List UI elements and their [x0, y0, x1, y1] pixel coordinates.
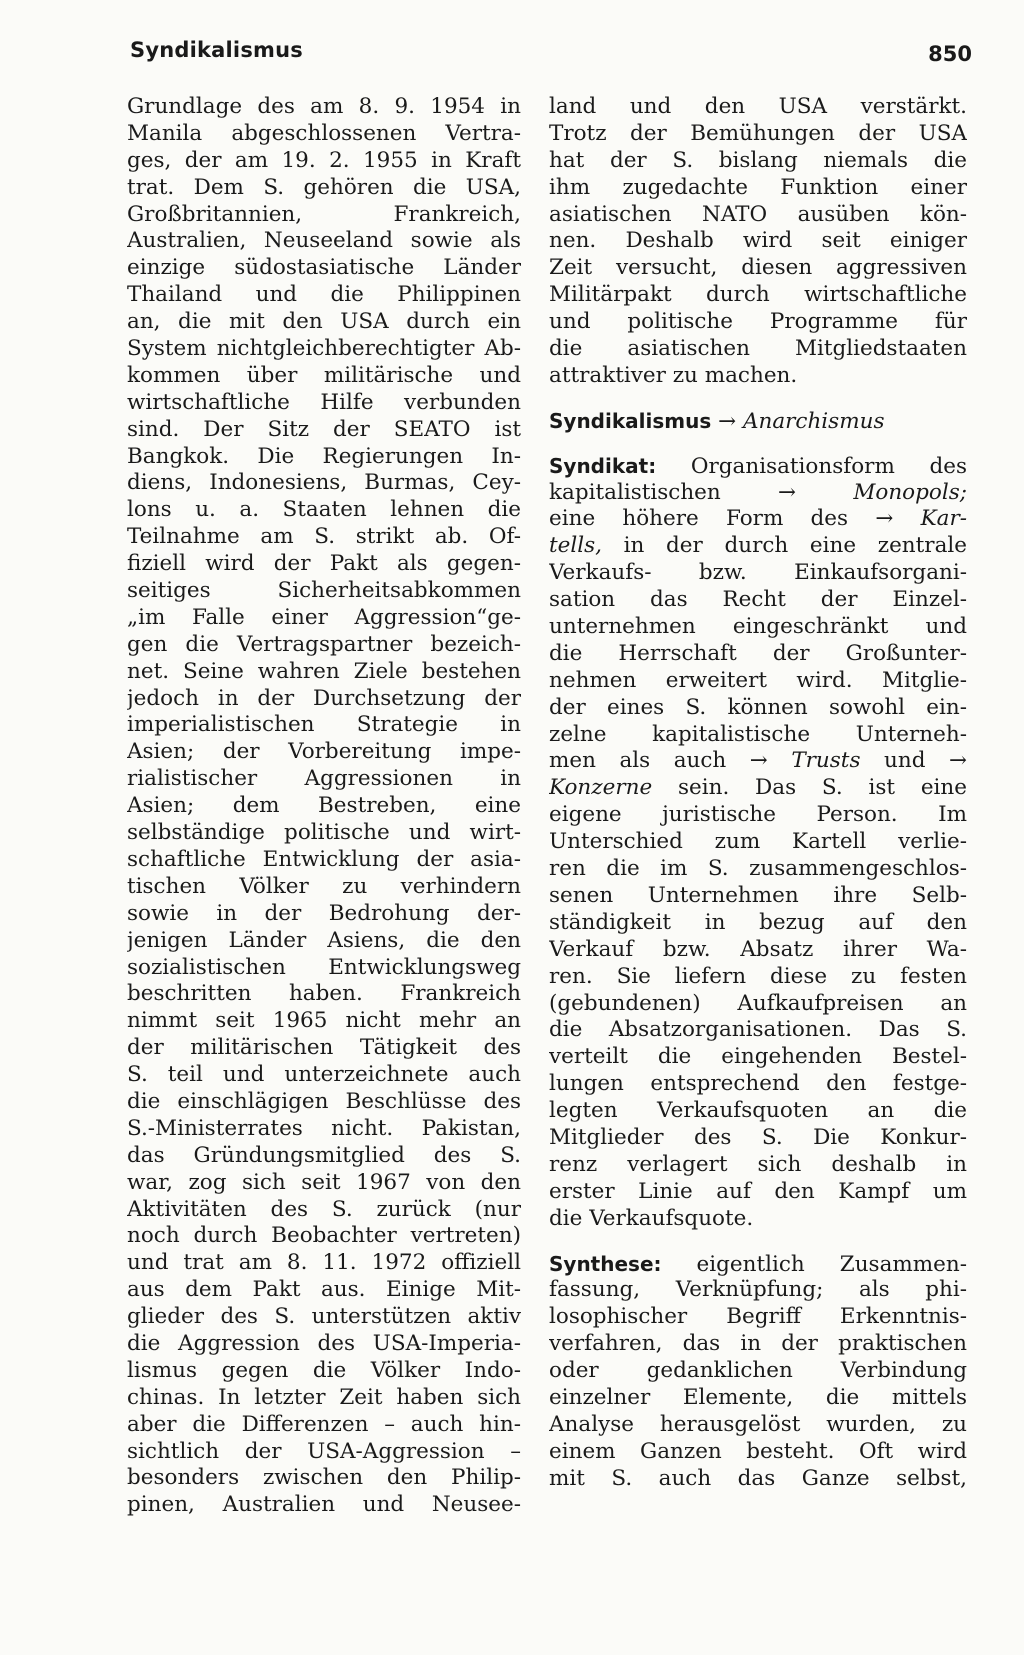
cross-reference-arrow: → — [875, 506, 894, 532]
cross-reference-link[interactable]: Monopols; — [853, 479, 967, 505]
text-line: noch durch Beobachter vertreten) — [127, 1223, 521, 1249]
text-line: der eines S. können sowohl ein- — [549, 694, 967, 720]
text-line: oder gedanklichen Verbindung — [549, 1358, 967, 1384]
text-line: Militärpakt durch wirtschaftliche — [549, 282, 967, 308]
text-line: Trotz der Bemühungen der USA — [549, 120, 967, 146]
text-line: verteilt die eingehenden Bestel- — [549, 1044, 967, 1070]
text-line: Thailand und die Philippinen — [127, 282, 521, 308]
text-line: gen die Vertragspartner bezeich- — [127, 631, 521, 657]
text-line: jedoch in der Durchsetzung der — [127, 685, 521, 711]
text-line: Mitglieder des S. Die Konkur- — [549, 1124, 967, 1150]
seato-entry-continuation — [549, 94, 967, 390]
text-line: legten Verkaufsquoten an die — [549, 1098, 967, 1124]
text-line: beschritten haben. Frankreich — [127, 981, 521, 1007]
text-line: asiatischen NATO ausüben kön- — [549, 201, 967, 227]
text-line: selbständige politische und wirt- — [127, 820, 521, 846]
text-line: ren die im S. zusammengeschlos- — [549, 856, 967, 882]
text-line: S.-Ministerrates nicht. Pakistan, — [127, 1115, 521, 1141]
text-line: einem Ganzen besteht. Oft wird — [549, 1438, 967, 1464]
text-line: an, die mit den USA durch ein — [127, 309, 521, 335]
text-line: tischen Völker zu verhindern — [127, 873, 521, 899]
text-line: ständigkeit in bezug auf den — [549, 909, 967, 935]
text-line: einzige südostasiatische Länder — [127, 255, 521, 281]
text-line: die einschlägigen Beschlüsse des — [127, 1088, 521, 1114]
text-line: (gebundenen) Aufkaufpreisen an — [549, 990, 967, 1016]
text-line: und politische Programme für — [549, 309, 967, 335]
text-line: verfahren, das in der praktischen — [549, 1331, 967, 1357]
text-line: zelne kapitalistische Unterneh- — [549, 721, 967, 747]
text-line: diens, Indonesiens, Burmas, Cey- — [127, 470, 521, 496]
text-line: kommen über militärische und — [127, 362, 521, 388]
text-line: land und den USA verstärkt. — [549, 94, 967, 119]
text-line: fassung, Verknüpfung; als phi- — [549, 1277, 967, 1303]
entry-synthese: Synthese: eigentlich Zusammen- fassung, Verknüpfung; als phi- losophischer Begriff Erkenntnis- verfahren, das in der praktischen oder gedanklichen Verbindung einzelner Elemente, die mittels Analyse herausgelöst wurden, zu einem Ganzen besteht. Oft wird mit S. auch das Ganze selbst, — [549, 1251, 967, 1491]
text-line: ihm zugedachte Funktion einer — [549, 174, 967, 200]
text-line: nehmen erweitert wird. Mitglie- — [549, 667, 967, 693]
text-line: Unterschied zum Kartell verlie- — [549, 829, 967, 855]
cross-reference-link[interactable]: Kar- — [920, 506, 967, 532]
text-line: Zeit versucht, diesen aggressiven — [549, 255, 967, 281]
text-line: sozialistischen Entwicklungsweg — [127, 954, 521, 980]
entry-body — [549, 802, 967, 1232]
text-line: das Gründungsmitglied des S. — [127, 1142, 521, 1168]
cross-reference-link[interactable]: tells, — [549, 533, 602, 559]
entry-body — [549, 1277, 967, 1492]
cross-reference-link[interactable]: Konzerne — [549, 775, 653, 801]
text-line: die Verkaufsquote. — [549, 1205, 754, 1231]
text-line: und trat am 8. 11. 1972 offiziell — [127, 1250, 521, 1276]
text-line: lungen entsprechend den festge- — [549, 1071, 967, 1097]
text-line: Großbritannien, Frankreich, — [127, 201, 521, 227]
text-line: glieder des S. unterstützen aktiv — [127, 1304, 521, 1330]
text-line: renz verlagert sich deshalb in — [549, 1151, 967, 1177]
text-line: unternehmen eingeschränkt und — [549, 614, 967, 640]
text-line: mit S. auch das Ganze selbst, — [549, 1465, 967, 1491]
text-line: wirtschaftliche Hilfe verbunden — [127, 389, 521, 415]
text-line: chinas. In letzter Zeit haben sich — [127, 1384, 521, 1410]
text-line: lismus gegen die Völker Indo- — [127, 1357, 521, 1383]
text-line: einzelner Elemente, die mittels — [549, 1384, 967, 1410]
text-line: war, zog sich seit 1967 von den — [127, 1169, 521, 1195]
text-line: Verkaufs- bzw. Einkaufsorgani- — [549, 560, 967, 586]
text-line: fiziell wird der Pakt als gegen- — [127, 551, 521, 577]
text-line: sowie in der Bedrohung der- — [127, 900, 521, 926]
text-line: sation das Recht der Einzel- — [549, 587, 967, 613]
text-line: nimmt seit 1965 nicht mehr an — [127, 1008, 521, 1034]
text-line: Teilnahme am S. strikt ab. Of- — [127, 524, 521, 550]
text-line: die Herrschaft der Großunter- — [549, 640, 967, 666]
text-line: erster Linie auf den Kampf um — [549, 1178, 967, 1204]
text-line: der militärischen Tätigkeit des — [127, 1035, 521, 1061]
text-line: besonders zwischen den Philip- — [127, 1465, 521, 1491]
text-line: eigene juristische Person. Im — [549, 802, 967, 828]
text-line: „im Falle einer Aggression“ge- — [127, 604, 521, 630]
text-line: lons u. a. Staaten lehnen die — [127, 497, 521, 523]
cross-reference-arrow: → — [778, 479, 797, 505]
text-line: net. Seine wahren Ziele bestehen — [127, 658, 521, 684]
text-line: hat der S. bislang niemals die — [549, 147, 967, 173]
text-line: Grundlage des am 8. 9. 1954 in — [127, 94, 521, 119]
cross-reference-arrow: → — [718, 408, 737, 434]
text-line: die Aggression des USA-Imperia- — [127, 1330, 521, 1356]
entry-syndikat: Syndikat: Organisationsform des kapitalistischen → Monopols; eine höhere Form des → Kar- tells, in der durch eine zentrale Verkaufs- bzw. Einkaufsorgani- sation das Recht der Einzel- unternehmen eingeschränkt und die Herrschaft der Großunter- nehmen erweitert wird. Mitglie- der eines S. können sowohl ein- zelne kapitalistische Unterneh- men als auch → Trusts und → Konzerne sein. Das S. ist eine eigene juristische Person. Im Unterschied zum Kartell verlie- ren die im S. zusammengeschlos- senen Unternehmen ihre Selb- ständigkeit in bezug auf den Verkauf bzw. Absatz ihrer Wa- ren. Sie liefern diese zu festen (gebundenen) Aufkaufpreisen an die Absatzorganisationen. Das S. verteilt die eingehenden Bestel- lungen entsprechend den festge- legten Verkaufsquoten an die Mitglieder des S. Die Konkur- renz verlagert sich deshalb in erster Linie auf den Kampf um die Verkaufsquote. — [549, 453, 967, 1231]
text-line: Australien, Neuseeland sowie als — [127, 228, 521, 254]
text-line: losophischer Begriff Erkenntnis- — [549, 1304, 967, 1330]
text-line: aus dem Pakt aus. Einige Mit- — [127, 1277, 521, 1303]
right-column — [549, 94, 967, 1493]
text-line: schaftliche Entwicklung der asia- — [127, 846, 521, 872]
text-line: Aktivitäten des S. zurück (nur — [127, 1196, 521, 1222]
text-line: die asiatischen Mitgliedstaaten — [549, 336, 967, 362]
text-line: nen. Deshalb wird seit einiger — [549, 228, 967, 254]
text-line: die Absatzorganisationen. Das S. — [549, 1017, 967, 1043]
entry-term: Synthese: — [549, 1251, 662, 1276]
text-line: sichtlich der USA-Aggression – — [127, 1438, 521, 1464]
text-line: S. teil und unterzeichnete auch — [127, 1062, 521, 1088]
text-line: Manila abgeschlossenen Vertra- — [127, 120, 521, 146]
text-line: rialistischer Aggressionen in — [127, 766, 521, 792]
text-line: attraktiver zu machen. — [549, 362, 798, 388]
page-number: 850 — [928, 42, 972, 66]
entry-term: Syndikalismus — [549, 408, 712, 433]
text-line: seitiges Sicherheitsabkommen — [127, 578, 521, 604]
text-line: imperialistischen Strategie in — [127, 712, 521, 738]
text-line: Asien; dem Bestreben, eine — [127, 793, 521, 819]
text-line: jenigen Länder Asiens, die den — [127, 927, 521, 953]
text-line: Verkauf bzw. Absatz ihrer Wa- — [549, 936, 967, 962]
entry-body — [549, 560, 967, 748]
text-line: ren. Sie liefern diese zu festen — [549, 963, 967, 989]
text-line: senen Unternehmen ihre Selb- — [549, 882, 967, 908]
cross-reference-link[interactable]: Trusts — [791, 748, 861, 774]
cross-reference-arrow: → — [749, 748, 768, 774]
text-line: Analyse herausgelöst wurden, zu — [549, 1411, 967, 1437]
text-line: trat. Dem S. gehören die USA, — [127, 174, 521, 200]
cross-reference-arrow: → — [948, 748, 967, 774]
cross-reference-link[interactable]: Anarchismus — [742, 408, 885, 434]
running-head: Syndikalismus — [130, 38, 303, 62]
text-line: Bangkok. Die Regierungen In- — [127, 443, 521, 469]
text-line: aber die Differenzen – auch hin- — [127, 1411, 521, 1437]
text-line: ges, der am 19. 2. 1955 in Kraft — [127, 147, 521, 173]
text-line: Asien; der Vorbereitung impe- — [127, 739, 521, 765]
text-line: System nichtgleichberechtigter Ab- — [127, 336, 521, 362]
entry-term: Syndikat: — [549, 453, 657, 478]
text-line: sind. Der Sitz der SEATO ist — [127, 416, 521, 442]
entry-syndikalismus — [549, 408, 967, 435]
text-line: pinen, Australien und Neusee- — [127, 1492, 521, 1518]
left-column — [127, 94, 521, 1519]
